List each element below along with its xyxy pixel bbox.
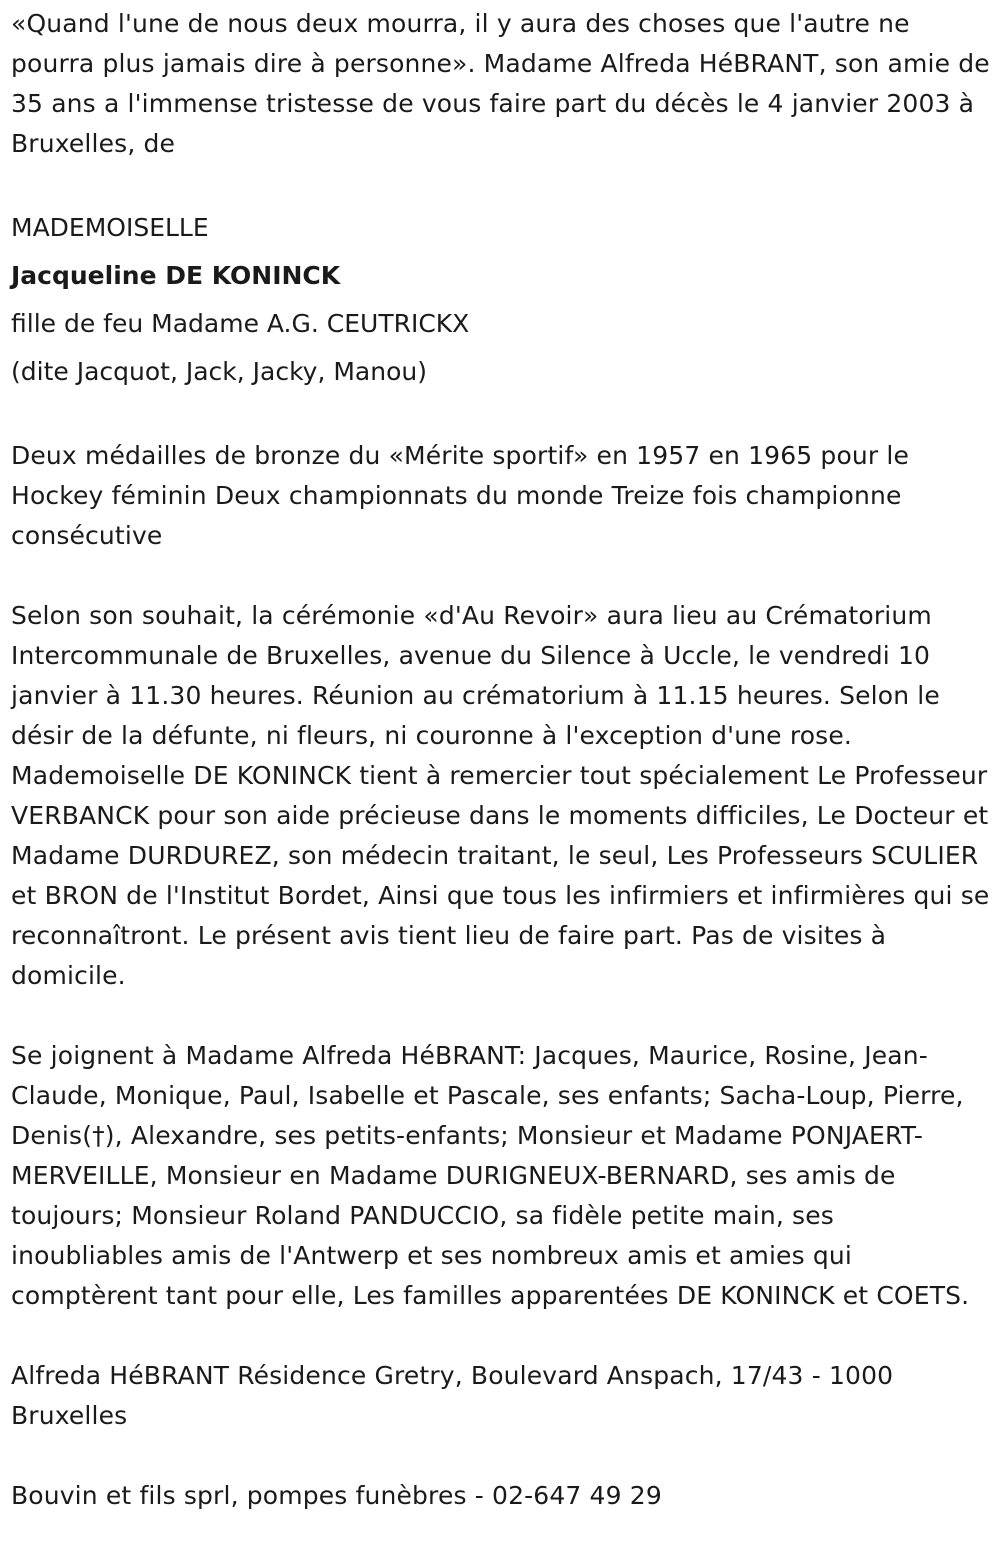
spacer bbox=[11, 1436, 991, 1476]
spacer bbox=[11, 1316, 991, 1356]
honorific-title: MADEMOISELLE bbox=[11, 213, 209, 242]
family-paragraph: Se joignent à Madame Alfreda HéBRANT: Jacques, Maurice, Rosine, Jean-Claude, Monique, Paul, Isabelle et Pascale, ses enfants; Sacha-Loup, Pierre, Denis(†), Alexandre, ses petits-enfants; Monsieur et Madame PONJAERT-MERVEILLE, Monsieur en Madame DURIGNEUX-BERNARD, ses amis de toujours; Monsieur Roland PANDUCCIO, sa fidèle petite main, ses inoubliables amis de l'Antwerp et ses nombreux amis et amies qui comptèrent tant pour elle, Les familles apparentées DE KONINCK et COETS. bbox=[11, 1041, 970, 1310]
address-paragraph: Alfreda HéBRANT Résidence Gretry, Boulevard Anspach, 17/43 - 1000 Bruxelles bbox=[11, 1361, 894, 1430]
achievements-paragraph: Deux médailles de bronze du «Mérite sportif» en 1957 en 1965 pour le Hockey féminin Deux championnats du monde Treize fois championne consécutive bbox=[11, 441, 910, 550]
spacer bbox=[11, 996, 991, 1036]
spacer bbox=[11, 396, 991, 436]
spacer bbox=[11, 556, 991, 596]
parent-line: fille de feu Madame A.G. CEUTRICKX bbox=[11, 309, 470, 338]
intro-paragraph: «Quand l'une de nous deux mourra, il y aura des choses que l'autre ne pourra plus jamais dire à personne». Madame Alfreda HéBRANT, son amie de 35 ans a l'immense tristesse de vous faire part du décès le 4 janvier 2003 à Bruxelles, de bbox=[11, 9, 990, 158]
deceased-name: Jacqueline DE KONINCK bbox=[11, 261, 341, 290]
obituary-notice bbox=[11, 4, 991, 1516]
funeral-home-line: Bouvin et fils sprl, pompes funèbres - 02-647 49 29 bbox=[11, 1481, 662, 1510]
nicknames-line: (dite Jacquot, Jack, Jacky, Manou) bbox=[11, 357, 427, 386]
ceremony-paragraph: Selon son souhait, la cérémonie «d'Au Revoir» aura lieu au Crématorium Intercommunale de Bruxelles, avenue du Silence à Uccle, le vendredi 10 janvier à 11.30 heures. Réunion au crématorium à 11.15 heures. Selon le désir de la défunte, ni fleurs, ni couronne à l'exception d'une rose. Mademoiselle DE KONINCK tient à remercier tout spécialement Le Professeur VERBANCK pour son aide précieuse dans le moments difficiles, Le Docteur et Madame DURDUREZ, son médecin traitant, le seul, Les Professeurs SCULIER et BRON de l'Institut Bordet, Ainsi que tous les infirmiers et infirmières qui se reconnaîtront. Le présent avis tient lieu de faire part. Pas de visites à domicile. bbox=[11, 601, 990, 990]
spacer bbox=[11, 164, 991, 204]
